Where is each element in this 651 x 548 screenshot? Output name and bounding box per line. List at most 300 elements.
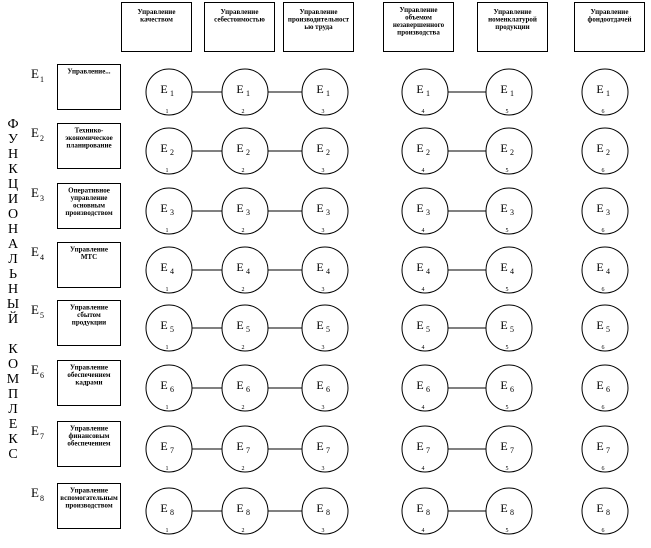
node-label: E [416, 82, 424, 96]
node-index: 5 [505, 405, 509, 411]
node-circle [146, 69, 192, 115]
node-e4-5 [486, 247, 532, 293]
node-label-subscript: 5 [606, 325, 610, 334]
node-index: 1 [165, 466, 169, 472]
node-label-subscript: 7 [326, 446, 330, 455]
row-function-line: Оперативное [68, 186, 110, 195]
node-label: E [500, 378, 508, 392]
node-label-subscript: 6 [246, 385, 250, 394]
node-label-subscript: 8 [246, 508, 250, 517]
node-index: 2 [241, 109, 245, 115]
side-title-letter: У [8, 132, 18, 147]
row-e8 [31, 484, 628, 535]
node-label: E [160, 201, 168, 215]
row-e5 [31, 301, 628, 352]
node-index: 1 [165, 168, 169, 174]
node-e4-6 [582, 247, 628, 293]
node-e7-4 [402, 426, 448, 472]
row-label-subscript: 1 [40, 75, 44, 84]
node-e3-6 [582, 188, 628, 234]
node-e6-4 [402, 365, 448, 411]
column-header-line: продукции [495, 23, 530, 31]
node-circle [582, 69, 628, 115]
node-label: E [596, 141, 604, 155]
node-e5-6 [582, 305, 628, 351]
node-index: 6 [601, 405, 605, 411]
node-label-subscript: 3 [606, 208, 610, 217]
node-e3-2 [222, 188, 268, 234]
node-circle [402, 69, 448, 115]
node-index: 1 [165, 345, 169, 351]
node-index: 3 [321, 345, 325, 351]
side-title-letter: Ц [7, 177, 19, 192]
node-circle [486, 426, 532, 472]
node-label: E [316, 501, 324, 515]
row-e3 [31, 184, 628, 235]
node-label-subscript: 8 [170, 508, 174, 517]
node-e5-2 [222, 305, 268, 351]
node-circle [146, 188, 192, 234]
node-e1-1 [146, 69, 192, 115]
node-label: E [236, 318, 244, 332]
row-e7 [31, 422, 628, 473]
node-label: E [596, 501, 604, 515]
node-label-subscript: 4 [426, 267, 430, 276]
node-circle [486, 188, 532, 234]
node-index: 4 [421, 228, 425, 234]
node-circle [146, 128, 192, 174]
node-label-subscript: 2 [426, 148, 430, 157]
node-e7-2 [222, 426, 268, 472]
row-label-subscript: 3 [40, 194, 44, 203]
row-e4 [31, 243, 628, 294]
node-label: E [500, 318, 508, 332]
node-index: 5 [505, 528, 509, 534]
row-function-line: сбытом [77, 311, 101, 319]
node-circle [302, 247, 348, 293]
node-label: E [596, 82, 604, 96]
side-title-letter: Л [8, 402, 18, 417]
node-index: 5 [505, 228, 509, 234]
row-e1 [31, 65, 628, 116]
node-circle [402, 305, 448, 351]
column-header-line: Управление [399, 6, 438, 14]
row-function-line: Управление [70, 363, 108, 372]
node-e1-5 [486, 69, 532, 115]
node-label-subscript: 7 [606, 446, 610, 455]
row-label-subscript: 7 [40, 432, 44, 441]
node-circle [146, 247, 192, 293]
column-header [284, 3, 354, 52]
node-label: E [416, 378, 424, 392]
node-index: 3 [321, 228, 325, 234]
node-label-subscript: 2 [326, 148, 330, 157]
node-circle [146, 488, 192, 534]
node-circle [302, 305, 348, 351]
node-e6-2 [222, 365, 268, 411]
row-function-line: МТС [80, 253, 98, 261]
node-circle [302, 128, 348, 174]
node-index: 4 [421, 405, 425, 411]
node-label-subscript: 8 [510, 508, 514, 517]
node-circle [302, 426, 348, 472]
node-label-subscript: 3 [510, 208, 514, 217]
node-label-subscript: 5 [510, 325, 514, 334]
node-e3-1 [146, 188, 192, 234]
side-title-letter: К [8, 432, 18, 447]
node-e4-4 [402, 247, 448, 293]
node-index: 6 [601, 528, 605, 534]
node-e2-6 [582, 128, 628, 174]
node-index: 3 [321, 168, 325, 174]
row-function-line: Технико- [74, 126, 104, 135]
node-label: E [160, 501, 168, 515]
node-e4-2 [222, 247, 268, 293]
column-header-line: ью труда [304, 23, 333, 31]
column-header-line: Управление [137, 8, 176, 16]
node-e7-3 [302, 426, 348, 472]
node-circle [402, 365, 448, 411]
node-index: 2 [241, 168, 245, 174]
node-index: 2 [241, 466, 245, 472]
column-header-line: Управление [220, 8, 259, 16]
node-label-subscript: 8 [426, 508, 430, 517]
node-label: E [316, 439, 324, 453]
node-index: 6 [601, 345, 605, 351]
node-circle [486, 69, 532, 115]
node-index: 3 [321, 466, 325, 472]
node-circle [402, 488, 448, 534]
column-header-line: объемом [405, 13, 432, 22]
node-circle [302, 488, 348, 534]
node-label-subscript: 2 [606, 148, 610, 157]
node-label: E [416, 439, 424, 453]
column-header-line: производительност [287, 15, 350, 24]
column-header-line: производства [397, 28, 440, 37]
node-label: E [160, 260, 168, 274]
node-index: 1 [165, 528, 169, 534]
node-index: 1 [165, 228, 169, 234]
node-label: E [160, 318, 168, 332]
node-circle [582, 365, 628, 411]
node-e8-6 [582, 488, 628, 534]
node-label-subscript: 8 [326, 508, 330, 517]
node-label-subscript: 6 [326, 385, 330, 394]
row-function-line: обеспечением [67, 371, 111, 379]
node-label-subscript: 2 [170, 148, 174, 157]
node-label-subscript: 1 [246, 89, 250, 98]
column-header-line: качеством [140, 15, 173, 24]
node-label-subscript: 3 [246, 208, 250, 217]
side-title-letter: Ы [6, 297, 20, 312]
node-circle [486, 247, 532, 293]
row-function-line: кадрами [75, 378, 103, 387]
node-circle [302, 188, 348, 234]
side-title-letter: Л [8, 252, 18, 267]
node-circle [582, 247, 628, 293]
node-label: E [236, 82, 244, 96]
column-headers [122, 3, 645, 52]
node-index: 4 [421, 168, 425, 174]
node-label: E [236, 201, 244, 215]
side-title-letter: Й [7, 312, 19, 327]
node-index: 6 [601, 466, 605, 472]
node-e8-1 [146, 488, 192, 534]
row-label-subscript: 6 [40, 371, 44, 380]
row-function-line: Управление [70, 303, 108, 312]
node-label: E [500, 501, 508, 515]
node-e6-3 [302, 365, 348, 411]
row-label: E [31, 362, 39, 377]
node-label-subscript: 6 [510, 385, 514, 394]
node-index: 1 [165, 109, 169, 115]
node-index: 5 [505, 466, 509, 472]
side-title-letter: И [7, 192, 19, 207]
column-header [205, 3, 275, 52]
node-circle [486, 365, 532, 411]
node-index: 1 [165, 287, 169, 293]
node-circle [582, 305, 628, 351]
node-circle [582, 426, 628, 472]
node-label: E [500, 260, 508, 274]
row-label-subscript: 8 [40, 494, 44, 503]
node-e6-5 [486, 365, 532, 411]
row-function-line: вспомогательным [60, 494, 118, 502]
row-label: E [31, 423, 39, 438]
node-e2-2 [222, 128, 268, 174]
node-circle [222, 426, 268, 472]
node-label: E [316, 82, 324, 96]
node-label-subscript: 6 [426, 385, 430, 394]
node-circle [402, 128, 448, 174]
node-label: E [416, 201, 424, 215]
row-function-line: Управление [70, 245, 108, 254]
side-title-letter: Н [7, 147, 19, 162]
node-circle [582, 488, 628, 534]
node-label: E [416, 141, 424, 155]
node-label-subscript: 4 [606, 267, 610, 276]
node-e3-3 [302, 188, 348, 234]
side-title-letter: Е [8, 417, 18, 432]
row-function-line: Управление [70, 424, 108, 433]
side-title-letter: Ф [7, 117, 19, 132]
node-label-subscript: 4 [510, 267, 514, 276]
node-e1-4 [402, 69, 448, 115]
node-label: E [316, 318, 324, 332]
node-label-subscript: 1 [426, 89, 430, 98]
node-e7-5 [486, 426, 532, 472]
column-header-line: номенклатурой [488, 15, 537, 24]
node-e8-4 [402, 488, 448, 534]
node-circle [146, 305, 192, 351]
row-function-line: управление [70, 194, 108, 202]
node-e5-1 [146, 305, 192, 351]
node-e3-5 [486, 188, 532, 234]
node-index: 6 [601, 228, 605, 234]
row-label: E [31, 302, 39, 317]
node-circle [146, 365, 192, 411]
node-circle [582, 128, 628, 174]
node-label-subscript: 4 [170, 267, 174, 276]
node-index: 5 [505, 345, 509, 351]
node-circle [222, 305, 268, 351]
node-label: E [236, 378, 244, 392]
node-label: E [236, 501, 244, 515]
side-title-letter: М [6, 372, 20, 387]
column-header-line: фондоотдачей [587, 15, 632, 24]
node-label-subscript: 3 [170, 208, 174, 217]
node-circle [486, 128, 532, 174]
node-label: E [500, 439, 508, 453]
node-label: E [160, 82, 168, 96]
node-label-subscript: 6 [606, 385, 610, 394]
row-function-line: Управление... [67, 67, 111, 76]
node-circle [222, 247, 268, 293]
node-circle [402, 188, 448, 234]
side-title-letter: Н [7, 282, 19, 297]
node-e1-3 [302, 69, 348, 115]
node-circle [146, 426, 192, 472]
node-label-subscript: 7 [246, 446, 250, 455]
node-e8-5 [486, 488, 532, 534]
row-function-line: обеспечением [67, 439, 111, 448]
row-function-line: финансовым [68, 432, 110, 440]
node-index: 2 [241, 345, 245, 351]
node-index: 2 [241, 287, 245, 293]
side-title-letter: О [7, 357, 19, 372]
node-index: 6 [601, 109, 605, 115]
node-index: 4 [421, 345, 425, 351]
node-index: 2 [241, 228, 245, 234]
node-label: E [416, 260, 424, 274]
node-e3-4 [402, 188, 448, 234]
node-label: E [596, 260, 604, 274]
node-label-subscript: 2 [246, 148, 250, 157]
node-label-subscript: 1 [606, 89, 610, 98]
node-index: 4 [421, 287, 425, 293]
node-label-subscript: 5 [170, 325, 174, 334]
node-index: 5 [505, 109, 509, 115]
node-e6-6 [582, 365, 628, 411]
node-label: E [500, 141, 508, 155]
node-e4-3 [302, 247, 348, 293]
row-function-line: производством [65, 501, 113, 510]
node-label: E [236, 260, 244, 274]
node-circle [302, 365, 348, 411]
node-e5-4 [402, 305, 448, 351]
vertical-side-title [7, 117, 20, 462]
node-label: E [596, 201, 604, 215]
row-label: E [31, 66, 39, 81]
side-title-letter: А [7, 237, 19, 252]
node-label-subscript: 4 [326, 267, 330, 276]
node-index: 3 [321, 405, 325, 411]
node-label: E [236, 439, 244, 453]
node-label-subscript: 2 [510, 148, 514, 157]
node-circle [222, 188, 268, 234]
node-label: E [160, 141, 168, 155]
side-title-letter: С [8, 447, 18, 462]
column-header-line: Управление [590, 8, 629, 16]
node-circle [222, 69, 268, 115]
column-header-line: Управление [493, 8, 532, 16]
node-label-subscript: 7 [426, 446, 430, 455]
node-circle [222, 365, 268, 411]
node-label-subscript: 6 [170, 385, 174, 394]
node-e7-6 [582, 426, 628, 472]
node-label-subscript: 3 [326, 208, 330, 217]
node-label-subscript: 8 [606, 508, 610, 517]
node-e1-6 [582, 69, 628, 115]
column-header-line: Управление [299, 8, 338, 16]
side-title-letter: О [7, 207, 19, 222]
node-circle [402, 247, 448, 293]
node-label: E [500, 201, 508, 215]
node-index: 2 [241, 405, 245, 411]
node-circle [582, 188, 628, 234]
row-e2 [31, 124, 628, 175]
side-title-letter: К [8, 342, 18, 357]
node-e7-1 [146, 426, 192, 472]
node-circle [222, 128, 268, 174]
node-label: E [596, 439, 604, 453]
row-function-line: планирование [66, 141, 112, 150]
node-label-subscript: 1 [326, 89, 330, 98]
row-label: E [31, 125, 39, 140]
column-header-line: незавершенного [392, 21, 445, 29]
node-e8-2 [222, 488, 268, 534]
node-index: 5 [505, 287, 509, 293]
node-label-subscript: 4 [246, 267, 250, 276]
node-e1-2 [222, 69, 268, 115]
node-index: 3 [321, 287, 325, 293]
row-function-line: основным [72, 201, 106, 210]
node-index: 3 [321, 528, 325, 534]
column-header-line: себестоимостью [214, 15, 265, 24]
row-function-line: экономическое [65, 134, 113, 142]
node-label-subscript: 1 [170, 89, 174, 98]
node-index: 4 [421, 466, 425, 472]
node-label-subscript: 7 [510, 446, 514, 455]
node-label: E [316, 141, 324, 155]
node-e2-1 [146, 128, 192, 174]
node-label: E [500, 82, 508, 96]
column-header [384, 3, 454, 52]
node-e8-3 [302, 488, 348, 534]
node-index: 5 [505, 168, 509, 174]
row-function-line: продукции [71, 318, 107, 327]
side-title-letter: Ь [8, 267, 18, 282]
row-e6 [31, 361, 628, 412]
node-index: 4 [421, 528, 425, 534]
node-circle [222, 488, 268, 534]
node-index: 6 [601, 287, 605, 293]
node-index: 3 [321, 109, 325, 115]
row-label: E [31, 485, 39, 500]
side-title-letter: К [8, 162, 18, 177]
row-function-line: производством [65, 209, 113, 217]
row-function-line: Управление [70, 486, 108, 495]
column-header [122, 3, 192, 52]
rows [31, 65, 628, 535]
node-label: E [316, 378, 324, 392]
row-label-subscript: 5 [40, 311, 44, 320]
node-label-subscript: 1 [510, 89, 514, 98]
node-e2-5 [486, 128, 532, 174]
node-label: E [236, 141, 244, 155]
node-index: 6 [601, 168, 605, 174]
column-header [575, 3, 645, 52]
